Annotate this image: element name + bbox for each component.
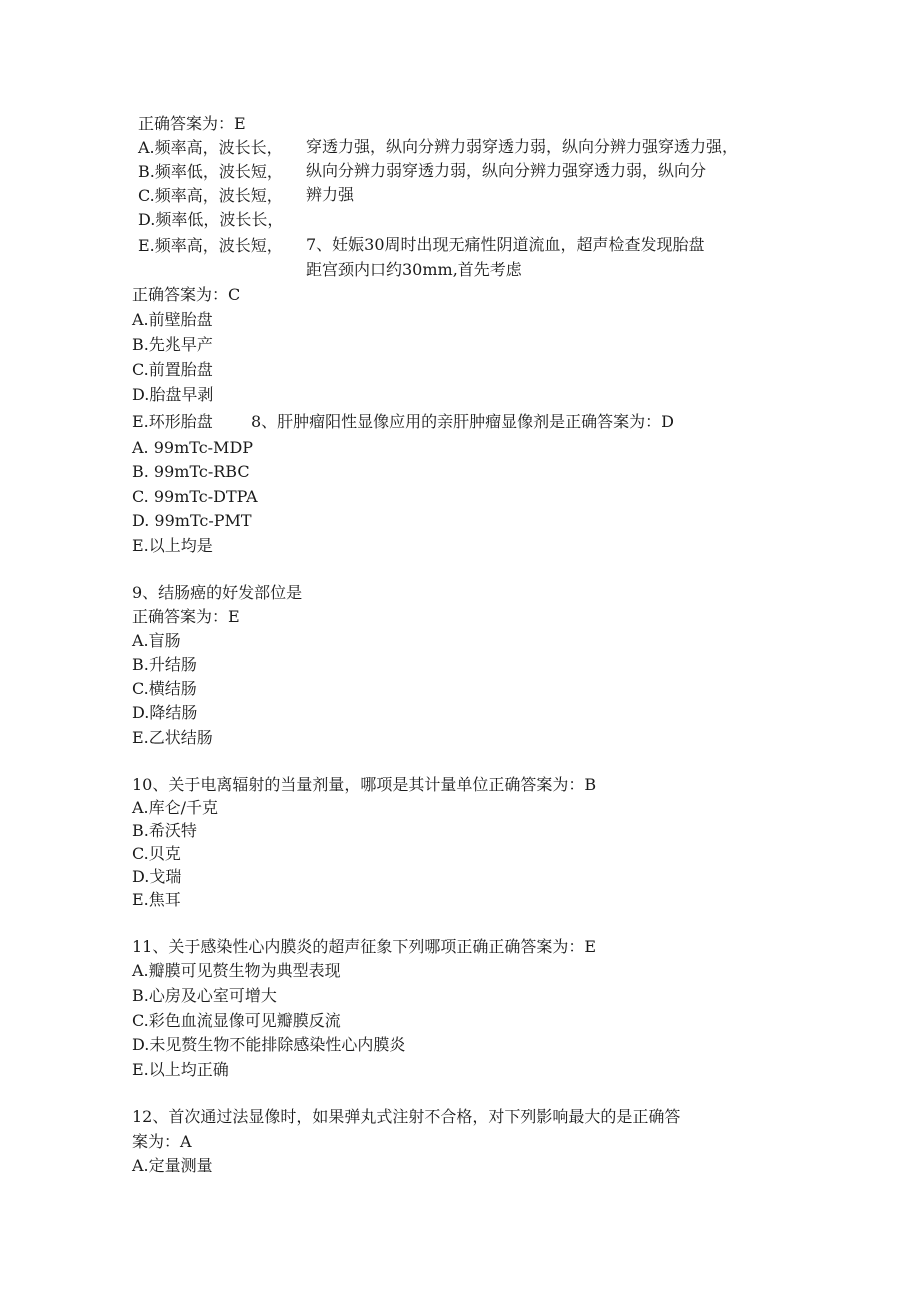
q9-question: 9、结肠癌的好发部位是	[132, 583, 303, 602]
q7-answer: 正确答案为：C	[132, 285, 241, 304]
option-top-c: C.频率高，波长短，	[138, 186, 283, 205]
right-text-line-2: 纵向分辨力弱穿透力弱，纵向分辨力强穿透力弱，纵向分	[306, 161, 707, 180]
q10-option-e: E.焦耳	[132, 890, 181, 909]
q10-option-d: D.戈瑞	[132, 867, 182, 886]
q9-option-d: D.降结肠	[132, 703, 198, 722]
q9-option-e: E.乙状结肠	[132, 728, 213, 747]
q9-answer: 正确答案为：E	[132, 607, 240, 626]
q9-option-b: B.升结肠	[132, 655, 197, 674]
q9-option-a: A.盲肠	[132, 631, 181, 650]
q12-question-line-1: 12、首次通过法显像时，如果弹丸式注射不合格，对下列影响最大的是正确答	[132, 1107, 681, 1126]
q11-option-c: C.彩色血流显像可见瓣膜反流	[132, 1011, 341, 1030]
q12-question-line-2: 案为：A	[132, 1132, 192, 1151]
q8-question: 8、肝肿瘤阳性显像应用的亲肝肿瘤显像剂是正确答案为：D	[251, 412, 675, 431]
q11-question: 11、关于感染性心内膜炎的超声征象下列哪项正确正确答案为：E	[132, 937, 597, 956]
option-top-a: A.频率高，波长长，	[138, 138, 283, 157]
answer-top: 正确答案为：E	[138, 114, 246, 133]
q8-option-e: E.以上均是	[132, 536, 213, 555]
q10-option-a: A.库仑/千克	[132, 798, 219, 817]
q7-option-d: D.胎盘早剥	[132, 385, 214, 404]
q7-question-line-1: 7、妊娠30周时出现无痛性阴道流血，超声检查发现胎盘	[306, 235, 705, 254]
right-text-line-1: 穿透力强，纵向分辨力弱穿透力弱，纵向分辨力强穿透力强，	[306, 137, 739, 156]
q11-option-b: B.心房及心室可增大	[132, 986, 277, 1005]
q7-question-line-2: 距宫颈内口约30mm,首先考虑	[306, 260, 522, 279]
q10-question: 10、关于电离辐射的当量剂量，哪项是其计量单位正确答案为：B	[132, 775, 597, 794]
q8-option-c: C. 99mTc-DTPA	[132, 487, 258, 506]
q8-option-a: A. 99mTc-MDP	[132, 438, 254, 457]
q7-option-a: A.前壁胎盘	[132, 310, 213, 329]
q8-option-d: D. 99mTc-PMT	[132, 511, 252, 530]
q7-option-b: B.先兆早产	[132, 335, 213, 354]
q10-option-b: B.希沃特	[132, 821, 197, 840]
q7-option-c: C.前置胎盘	[132, 360, 213, 379]
q7-option-e: E.环形胎盘	[132, 412, 213, 431]
q9-option-c: C.横结肠	[132, 679, 197, 698]
q11-option-a: A.瓣膜可见赘生物为典型表现	[132, 961, 341, 980]
option-top-b: B.频率低，波长短，	[138, 162, 283, 181]
q12-option-a: A.定量测量	[132, 1156, 213, 1175]
option-top-e: E.频率高，波长短，	[138, 236, 283, 255]
q10-option-c: C.贝克	[132, 844, 181, 863]
option-top-d: D.频率低，波长长，	[138, 210, 284, 229]
right-text-line-3: 辨力强	[306, 185, 355, 204]
q8-option-b: B. 99mTc-RBC	[132, 462, 250, 481]
q11-option-d: D.未见赘生物不能排除感染性心内膜炎	[132, 1035, 406, 1054]
q11-option-e: E.以上均正确	[132, 1060, 229, 1079]
